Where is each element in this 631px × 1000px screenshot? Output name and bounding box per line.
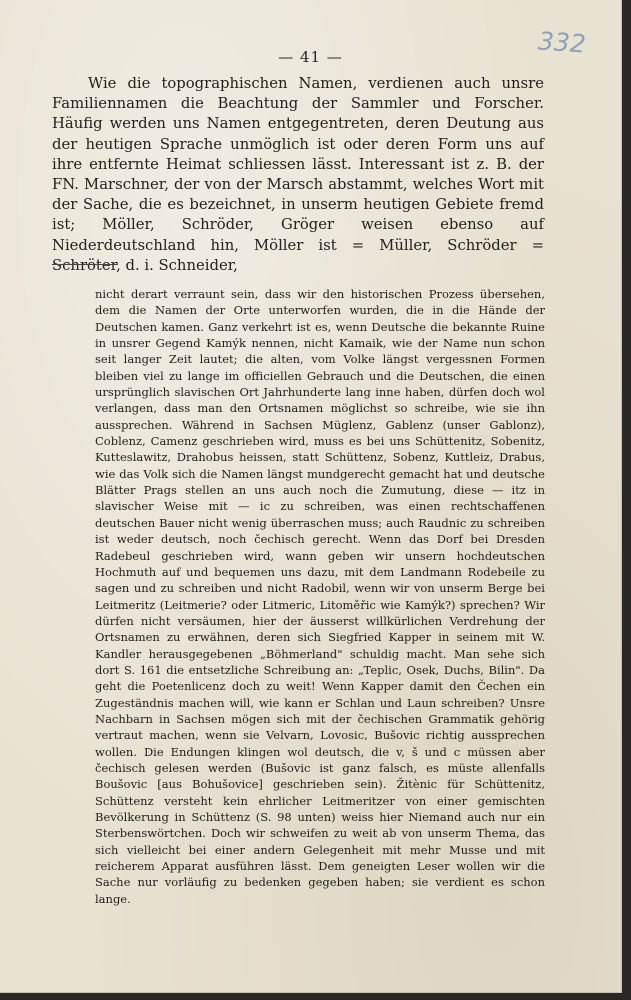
margin-annotation: 332 <box>537 26 587 59</box>
footnote-block <box>95 286 545 907</box>
main-paragraph: Wie die topographischen Namen, verdienen auch unsre Familiennamen die Beachtung der Sammler und Forscher. Häufig werden uns Namen entgegentreten, deren Deutung aus der heutigen Sprache unmöglich ist oder deren Form uns auf ihre entfernte Heimat schliessen lässt. Interessant ist z. B. der FN. Marschner, der von der Marsch abstammt, welches Wort mit der Sache, die es bezeichnet, in unserm heutigen Gebiete fremd ist; Möller, Schröder, Gröger weisen ebenso auf Niederdeutschland hin, Möller ist = Müller, Schröder = Schröter, d. i. Schneider, <box>52 75 544 274</box>
page-number: — 41 — <box>278 48 343 66</box>
main-body <box>52 74 544 276</box>
footnote-text: nicht derart verraunt sein, dass wir den historischen Prozess übersehen, dem die Namen der Orte unterworfen wurden, die in die Hände der Deutschen kamen. Ganz verkehrt ist es, wenn Deutsche die bekannte Ruine in unsrer Gegend Kamýk nennen, nicht Kamaik, wie der Name nun schon seit langer Zeit lautet; die alten, vom Volke längst vergessnen Formen bleiben viel zu lange im officiellen Gebrauch und die Deutschen, die einen ursprünglich slavischen Ort Jahrhunderte lang inne haben, dürfen doch wol verlangen, dass man den Ortsnamen möglichst so schreibe, wie sie ihn aussprechen. Während in Sachsen Müglenz, Gablenz (unser Gablonz), Coblenz, Camenz geschrieben wird, muss es bei uns Schüttenitz, Sobenitz, Kutteslawitz, Drahobus heissen, statt Schüttenz, Sobenz, Kuttleiz, Drabus, wie das Volk sich die Namen längst mundgerecht gemacht hat und deutsche Blätter Prags stellen an uns auch noch die Zumutung, diese — itz in slavischer Weise mit — ic zu schreiben, was einen rechtschaffenen deutschen Bauer nicht wenig überraschen muss; auch Raudnic zu schreiben ist weder deutsch, noch čechisch gerecht. Wenn das Dorf bei Dresden Radebeul geschrieben wird, wann geben wir unsern hochdeutschen Hochmuth auf und bequemen uns dazu, mit dem Landmann Rodebeile zu sagen und zu schreiben und nicht Radobil, wenn wir von unserm Berge bei Leitmeritz (Leitmerie? oder Litmeric, Litoměřic wie Kamýk?) sprechen? Wir dürfen nicht versäumen, hier der äusserst willkürlichen Verdrehung der Ortsnamen zu erwähnen, deren sich Siegfried Kapper in seinem mit W. Kandler herausgegebenen „Böhmerland" schuldig macht. Man sehe sich dort S. 161 die entsetzliche Schreibung an: „Teplic, Osek, Duchs, Bilin". Da geht die Poetenlicenz doch zu weit! Wenn Kapper damit den Čechen ein Zugeständnis machen will, wie kann er Schlan und Laun schreiben? Unsre Nachbarn in Sachsen mögen sich mit der čechischen Grammatik gehörig vertraut machen, wenn sie Velvarn, Lovosic, Bušovic richtig aussprechen wollen. Die Endungen klingen wol deutsch, die v, š und c müssen aber čechisch gelesen werden (Bušovic ist ganz falsch, es müste allenfalls Boušovic [aus Bohušovice] geschrieben sein). Žitènic für Schüttenitz, Schüttenz versteht kein ehrlicher Leitmeritzer von einer gemischten Bevölkerung in Schüttenz (S. 98 unten) weiss hier Niemand auch nur ein Sterbenswörtchen. Doch wir schweifen zu weit ab von unserm Thema, das sich vielleicht bei einer andern Gelegenheit mit mehr Musse und mit reicherem Apparat ausführen lässt. Dem geneigten Leser wollen wir die Sache nur vorläufig zu bedenken gegeben haben; sie verdient es schon lange. <box>95 287 545 906</box>
footnote-divider <box>52 264 118 265</box>
